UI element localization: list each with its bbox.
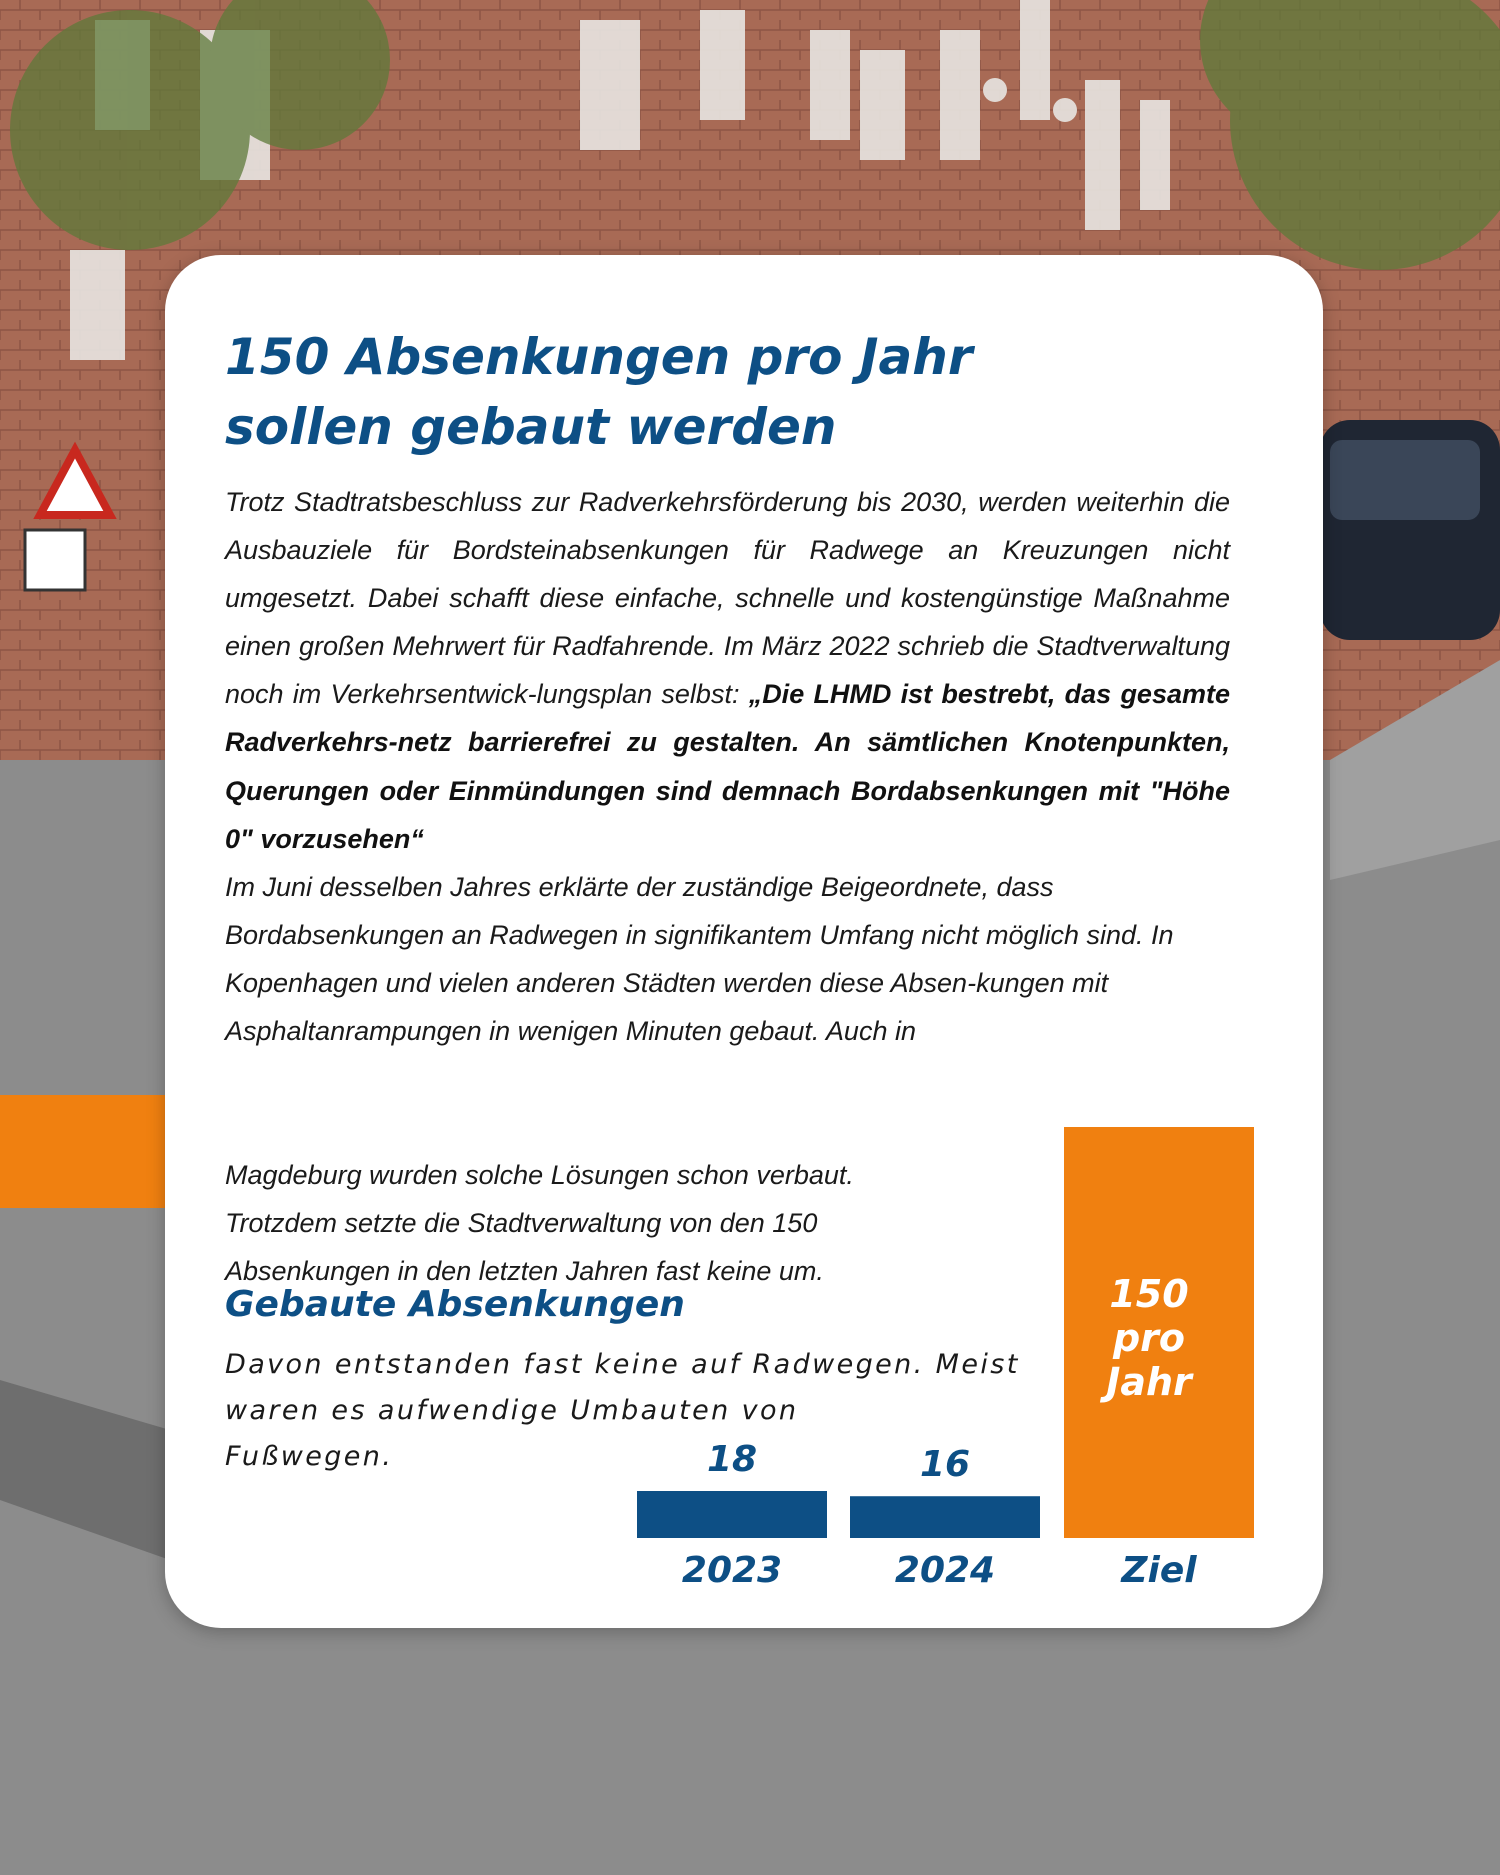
chart-title: Gebaute Absenkungen — [225, 1284, 685, 1325]
chart-description-line-2: waren es aufwendige Umbauten von — [225, 1395, 799, 1426]
category-label-2024: 2024 — [894, 1550, 996, 1591]
category-label-2023: 2023 — [681, 1550, 783, 1591]
value-label-2023: 18 — [706, 1439, 758, 1480]
chart-description-line-3: Fußwegen. — [225, 1441, 394, 1472]
headline-line-1: 150 Absenkungen pro Jahr — [225, 328, 973, 386]
conclusion-line-1: Magdeburg wurden solche Lösungen schon verbaut. — [225, 1160, 854, 1190]
bar-2023 — [637, 1491, 827, 1538]
value-label-ziel-1: 150 — [1109, 1272, 1189, 1316]
value-label-ziel-2: pro — [1112, 1316, 1186, 1360]
value-label-ziel-3: Jahr — [1106, 1360, 1192, 1404]
value-label-2024: 16 — [919, 1444, 971, 1486]
chart-description-line-1: Davon entstanden fast keine auf Radwegen. Meist — [225, 1349, 1020, 1380]
paragraph-response: Im Juni desselben Jahres erklärte der zuständige Beigeordnete, dass Bordabsenkungen an Radwegen in signifikantem Umfang nicht möglich sind. In Kopenhagen und vielen anderen Städten werden diese Absen-kungen mit Asphaltanrampungen in wenigen Minuten gebaut. Auch in — [225, 871, 1174, 1047]
plan-quote: „Die LHMD ist bestrebt, das gesamte Radverkehrs-netz barrierefrei zu gestalten. An sämtlichen Knotenpunkten, Querungen oder Einmündungen sind demnach Bordabsenkungen mit "Höhe 0" vorzusehen“ — [225, 679, 1230, 854]
conclusion-line-2: Trotzdem setzte die Stadtverwaltung von den 150 — [225, 1208, 818, 1239]
conclusion-line-3: Absenkungen in den letzten Jahren fast keine um. — [225, 1256, 824, 1287]
headline-line-2: sollen gebaut werden — [225, 398, 837, 456]
category-label-ziel: Ziel — [1121, 1550, 1197, 1591]
paragraph-intro-text: Trotz Stadtratsbeschluss zur Radverkehrsförderung bis 2030, werden weiterhin die Ausbauziele für Bordsteinabsenkungen für Radwege an Kreuzungen nicht umgesetzt. Dabei schafft diese einfache, schnelle und kostengünstige Maßnahme einen großen Mehrwert für Radfahrende. Im März 2022 schrieb die Stadtverwaltung noch im Verkehrsentwick-lungsplan selbst: — [225, 487, 1230, 710]
bar-2024 — [850, 1496, 1040, 1538]
